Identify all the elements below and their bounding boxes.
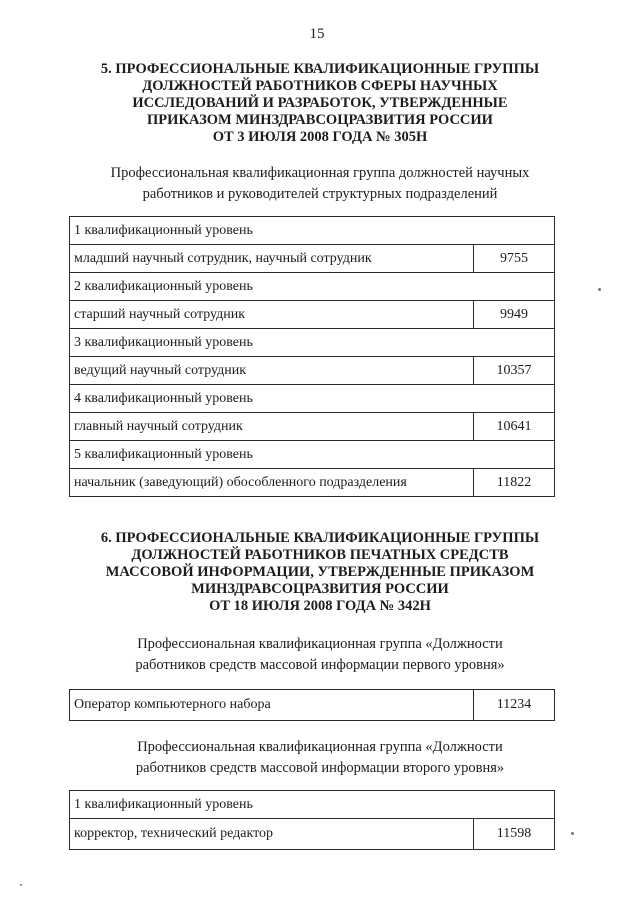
section-5-heading bbox=[60, 61, 580, 146]
section-6-heading-line: ДОЛЖНОСТЕЙ РАБОТНИКОВ ПЕЧАТНЫХ СРЕДСТВ bbox=[131, 547, 509, 563]
salary-cell: 10641 bbox=[474, 413, 555, 441]
table-row bbox=[70, 273, 555, 301]
table-row bbox=[70, 217, 555, 245]
table-row bbox=[70, 441, 555, 469]
level-cell: 1 квалификационный уровень bbox=[70, 791, 555, 819]
table-row bbox=[70, 329, 555, 357]
page-number: 15 bbox=[309, 26, 325, 42]
position-cell: главный научный сотрудник bbox=[70, 413, 474, 441]
table-row bbox=[70, 385, 555, 413]
table-row bbox=[70, 301, 555, 329]
section-6-group-2-table bbox=[69, 790, 555, 850]
group-title-line: работников средств массовой информации первого уровня» bbox=[135, 657, 505, 673]
scan-speck bbox=[571, 832, 574, 835]
salary-cell: 11822 bbox=[474, 469, 555, 497]
position-cell: старший научный сотрудник bbox=[70, 301, 474, 329]
section-6-heading bbox=[60, 530, 580, 615]
group-title-line: Профессиональная квалификационная группа «Должности bbox=[137, 739, 503, 755]
level-cell: 5 квалификационный уровень bbox=[70, 441, 555, 469]
salary-cell: 10357 bbox=[474, 357, 555, 385]
scan-speck bbox=[598, 288, 601, 291]
section-5-salary-table bbox=[69, 216, 555, 497]
level-cell: 1 квалификационный уровень bbox=[70, 217, 555, 245]
salary-cell: 11598 bbox=[474, 819, 555, 850]
position-cell: Оператор компьютерного набора bbox=[70, 690, 474, 721]
section-5-heading-line: ОТ 3 ИЮЛЯ 2008 ГОДА № 305Н bbox=[212, 129, 428, 145]
table-row bbox=[70, 357, 555, 385]
salary-cell: 9949 bbox=[474, 301, 555, 329]
section-5-heading-line: 5. ПРОФЕССИОНАЛЬНЫЕ КВАЛИФИКАЦИОННЫЕ ГРУППЫ bbox=[100, 61, 540, 77]
group-title-line: Профессиональная квалификационная группа должностей научных bbox=[110, 165, 530, 181]
table-row bbox=[70, 469, 555, 497]
position-cell: младший научный сотрудник, научный сотрудник bbox=[70, 245, 474, 273]
section-6-heading-line: ОТ 18 ИЮЛЯ 2008 ГОДА № 342Н bbox=[209, 598, 431, 614]
level-cell: 2 квалификационный уровень bbox=[70, 273, 555, 301]
table-row bbox=[70, 690, 555, 721]
level-cell: 3 квалификационный уровень bbox=[70, 329, 555, 357]
section-6-heading-line: 6. ПРОФЕССИОНАЛЬНЫЕ КВАЛИФИКАЦИОННЫЕ ГРУППЫ bbox=[100, 530, 540, 546]
section-5-heading-line: ИССЛЕДОВАНИЙ И РАЗРАБОТОК, УТВЕРЖДЕННЫЕ bbox=[132, 95, 508, 111]
section-5-group-title bbox=[60, 163, 580, 205]
level-cell: 4 квалификационный уровень bbox=[70, 385, 555, 413]
group-title-line: работников и руководителей структурных подразделений bbox=[142, 186, 498, 202]
position-cell: ведущий научный сотрудник bbox=[70, 357, 474, 385]
position-cell: корректор, технический редактор bbox=[70, 819, 474, 850]
group-title-line: Профессиональная квалификационная группа «Должности bbox=[137, 636, 503, 652]
table-row bbox=[70, 819, 555, 850]
section-6-group-1-table bbox=[69, 689, 555, 721]
table-row bbox=[70, 413, 555, 441]
table-row bbox=[70, 245, 555, 273]
table-row bbox=[70, 791, 555, 819]
position-cell: начальник (заведующий) обособленного подразделения bbox=[70, 469, 474, 497]
scan-speck bbox=[20, 884, 22, 886]
group-title-line: работников средств массовой информации второго уровня» bbox=[135, 760, 505, 776]
salary-cell: 9755 bbox=[474, 245, 555, 273]
section-5-heading-line: ПРИКАЗОМ МИНЗДРАВСОЦРАЗВИТИЯ РОССИИ bbox=[147, 112, 493, 128]
section-5-heading-line: ДОЛЖНОСТЕЙ РАБОТНИКОВ СФЕРЫ НАУЧНЫХ bbox=[142, 78, 498, 94]
salary-cell: 11234 bbox=[474, 690, 555, 721]
section-6-heading-line: МАССОВОЙ ИНФОРМАЦИИ, УТВЕРЖДЕННЫЕ ПРИКАЗОМ bbox=[105, 564, 535, 580]
section-6-group-2-title bbox=[60, 737, 580, 779]
section-6-heading-line: МИНЗДРАВСОЦРАЗВИТИЯ РОССИИ bbox=[191, 581, 449, 597]
section-6-group-1-title bbox=[60, 634, 580, 676]
